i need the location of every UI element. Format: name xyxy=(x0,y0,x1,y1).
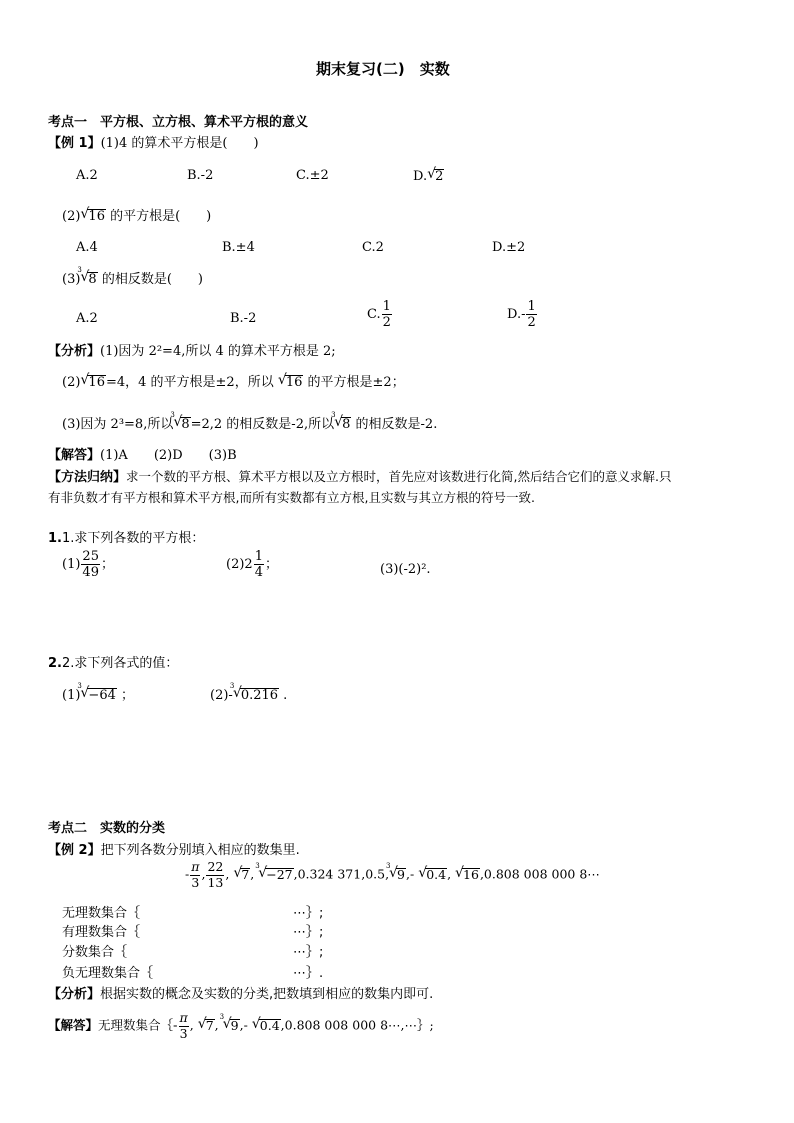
option-d: D.- $\frac{1}{2}$ xyxy=(507,299,536,330)
question-text: (1)4 的算术平方根是( ) xyxy=(100,136,259,151)
example-2-line: 【例 2】把下列各数分别填入相应的数集里. xyxy=(48,843,300,858)
fraction: $\frac{1}{4}$ xyxy=(254,549,263,580)
page-title: 期末复习(二) 实数 xyxy=(316,60,450,78)
set-neg-irrational-label: 负无理数集合｛ xyxy=(62,966,154,981)
analysis-label: 【分析】 xyxy=(48,987,101,1002)
example-label: 【例 1】 xyxy=(48,136,101,151)
example-1-question-2: (2) √ 16 的平方根是( ) xyxy=(62,206,212,224)
method-line-2: 有非负数才有平方根和算术平方根,而所有实数都有立方根,且实数与其立方根的符号一致. xyxy=(48,490,535,505)
practice-1-b: (2)2 $\frac{1}{4}$ ； xyxy=(226,549,278,580)
sqrt-expression: √ 16 xyxy=(80,372,105,390)
fraction: $\frac{22}{13}$ xyxy=(207,859,224,890)
option-c: C.2 xyxy=(362,240,384,255)
set-neg-irrational-end: ⋯｝. xyxy=(293,966,324,981)
set-irrational-end: ⋯｝; xyxy=(293,906,324,921)
answer-label: 【解答】 xyxy=(48,1017,99,1033)
analysis-label: 【分析】 xyxy=(48,344,101,359)
cube-root-expression: 3 √ 9 xyxy=(219,1012,239,1033)
set-fraction-end: ⋯｝; xyxy=(293,945,324,960)
option-a: A.2 xyxy=(76,311,98,326)
option-d: D. √ 2 xyxy=(413,166,444,184)
cube-root-expression: 3 √ −64 xyxy=(77,682,116,703)
practice-2-title: 2.2.求下列各式的值： xyxy=(48,656,179,671)
sqrt-expression: √ 2 xyxy=(427,166,444,184)
method-label: 【方法归纳】 xyxy=(48,470,127,485)
answer-label: 【解答】 xyxy=(48,448,101,463)
option-b: B.-2 xyxy=(187,168,214,183)
fraction: $\frac{1}{2}$ xyxy=(527,299,536,330)
option-c: C.±2 xyxy=(296,168,329,183)
option-a: A.2 xyxy=(76,168,98,183)
fraction: $\frac{\pi}{3}$ xyxy=(191,859,200,890)
fraction: $\frac{1}{2}$ xyxy=(382,299,391,330)
option-c: C. $\frac{1}{2}$ xyxy=(367,299,391,330)
cube-root-expression: 3 √ 8 xyxy=(331,411,351,432)
method-line-1: 【方法归纳】求一个数的平方根、算术平方根以及立方根时，首先应对该数进行化简,然后结合它们的意义求解.只 xyxy=(48,469,672,485)
sqrt-expression: √ 16 xyxy=(80,206,105,224)
cube-root-expression: 3 √ 9 xyxy=(386,861,405,882)
cube-root-expression: 3 √ 0.216 xyxy=(229,682,279,703)
option-b: B.-2 xyxy=(230,311,257,326)
set-irrational-label: 无理数集合｛ xyxy=(62,906,141,921)
answer-line: 【解答】(1)A (2)D (3)B xyxy=(48,448,237,463)
fraction: $\frac{\pi}{3}$ xyxy=(179,1010,188,1041)
option-a: A.4 xyxy=(76,240,98,255)
analysis-line-2: (2) √ 16=4，4 的平方根是±2，所以 √ 16 的平方根是±2； xyxy=(62,372,405,390)
analysis-2-line: 【分析】根据实数的概念及实数的分类,把数填到相应的数集内即可. xyxy=(48,987,434,1002)
sqrt-expression: √ 0.4 xyxy=(251,1015,280,1033)
set-fraction-label: 分数集合｛ xyxy=(62,945,128,960)
option-b: B.±4 xyxy=(222,240,255,255)
practice-1-c: (3)(-2)². xyxy=(380,562,431,577)
set-rational-label: 有理数集合｛ xyxy=(62,925,141,940)
cube-root-expression: 3 √ 8 xyxy=(77,266,97,287)
option-d: D.±2 xyxy=(492,240,526,255)
cube-root-expression: 3 √ −27 xyxy=(255,861,293,882)
fraction: $\frac{25}{49}$ xyxy=(82,549,99,580)
example-2-numbers: - $\frac{\pi}{3}$ , $\frac{22}{13}$ , √ 7, 3 √ −27,0.324 371,0.5, 3 √ 9,- √ 0.4, √ 16,0.808 008 000 8⋯ xyxy=(185,859,600,890)
sqrt-expression: √ 16 xyxy=(277,372,303,390)
example-1-question-1 xyxy=(48,137,259,150)
cube-root-expression: 3 √ 8 xyxy=(170,411,190,432)
practice-2-b: (2)- 3 √ 0.216 . xyxy=(210,682,288,703)
section-heading-2: 考点二 实数的分类 xyxy=(48,821,166,836)
section-heading-1: 考点一 平方根、立方根、算术平方根的意义 xyxy=(48,115,309,130)
sqrt-expression: √ 0.4 xyxy=(418,864,447,882)
sqrt-expression: √ 7 xyxy=(197,1015,214,1033)
set-rational-end: ⋯｝; xyxy=(293,925,324,940)
answer-2-line: 【解答】无理数集合｛- $\frac{\pi}{3}$ , √ 7, 3 √ 9,- √ 0.4,0.808 008 000 8⋯,⋯｝; xyxy=(48,1010,434,1041)
practice-1-title: 1.1.求下列各数的平方根： xyxy=(48,531,205,546)
analysis-line-1: 【分析】(1)因为 2²=4,所以 4 的算术平方根是 2; xyxy=(48,344,336,359)
example-1-question-3: (3) 3 √ 8 的相反数是( ) xyxy=(62,266,203,287)
practice-1-a: (1) $\frac{25}{49}$ ； xyxy=(62,549,114,580)
example-label: 【例 2】 xyxy=(48,843,101,858)
practice-2-a: (1) 3 √ −64 ； xyxy=(62,682,135,703)
analysis-line-3: (3)因为 2³=8,所以 3 √ 8=2,2 的相反数是-2,所以 3 √ 8 的相反数是-2. xyxy=(62,411,438,432)
sqrt-expression: √ 7 xyxy=(233,864,250,882)
sqrt-expression: √ 16 xyxy=(455,864,479,882)
